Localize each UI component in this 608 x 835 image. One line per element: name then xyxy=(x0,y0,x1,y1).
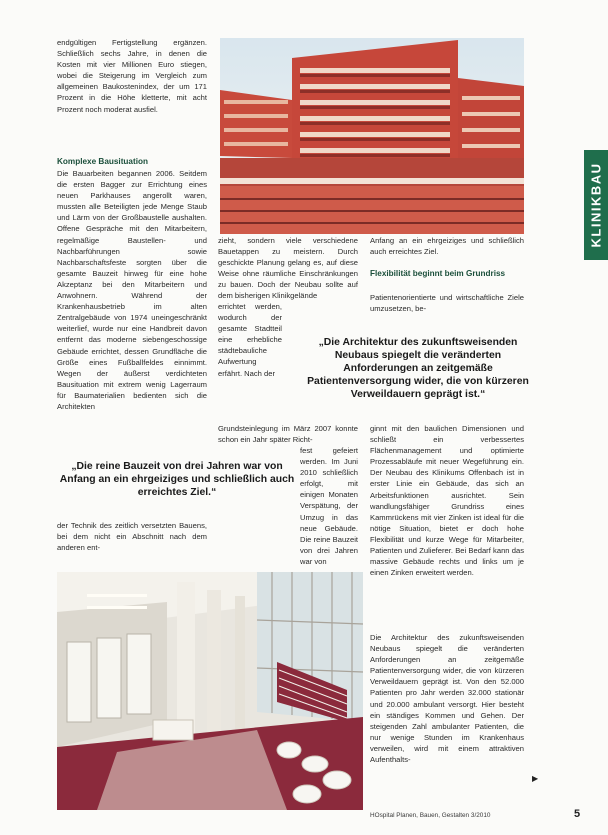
continue-arrow-icon: ▶ xyxy=(532,774,539,783)
footer-publication xyxy=(370,812,490,819)
interior-lobby-photo xyxy=(57,572,363,810)
column-2-body-d xyxy=(300,445,358,567)
body-paragraph: Grundsteinlegung im März 2007 konnte schon ein Jahr später Richt- xyxy=(218,424,358,445)
body-paragraph: Patientenorientierte und wirtschaftliche Ziele umzusetzen, be- xyxy=(370,293,524,314)
footer-text: HOspital Planen, Bauen, Gestalten 3/2010 xyxy=(370,812,491,819)
body-paragraph: errichtet werden, wodurch der gesamte Stadtteil eine erhebliche städtebauliche Aufwertung erfährt. Nach der xyxy=(218,302,282,378)
body-paragraph: Die Architektur des zukunftsweisenden Neubaus spiegelt die veränderten Anforderungen an zeitgemäße Patientenversorgung wider, die von kürzeren Verweildauern geprägt ist. Von den 52.000 Patienten pro Jahr werden 32.000 stationär und 20.000 ambulant versorgt. Hier besteht ein ständiges Kommen und Gehen. Der steigenden Zahl ambulanter Patienten, die nur wenige Stunden im Krankenhaus verweilen, wird mit einem attraktiven Aufenthalts- xyxy=(370,633,524,765)
section-heading: Komplexe Bausituation xyxy=(57,157,148,166)
building-exterior-photo xyxy=(220,38,524,234)
pull-quote-bauzeit xyxy=(58,460,296,499)
column-3-mid xyxy=(370,423,524,578)
body-paragraph: Die Bauarbeiten begannen 2006. Seitdem die ersten Bagger zur Errichtung eines neuen Parkhauses angerollt waren, mussten alle Beteiligten jede Menge Staub und Lärm von der Großbaustelle aushalten. Offene Gespräche mit den Mitarbeitern, regelmäßige Baustellen- und Nachbarführungen sowie Nachbarschaftsfeste sorgten über die gesamte Bauzeit hinweg für eine hohe Akzeptanz bei den Mitarbeitern und Anwohnern. Während der Krankenhausbetrieb im alten Zentralgebäude von 1974 uneingeschränkt weiterlief, wurde nur eine Handbreit davon entfernt das moderne siebengeschossige Gebäude errichtet, dessen Grundfläche die Größe eines Fußballfeldes einnimmt. Wegen der äußerst verdichteten Bausituation mit extrem wenig Lagerraum für Baumaterialien bedienten sich die Architekten xyxy=(57,169,207,411)
column-3-tail xyxy=(370,632,524,765)
section-tab xyxy=(584,150,608,260)
pull-quote-text: „Die Architektur des zukunftsweisenden Neubaus spiegelt die veränderten Anforderungen an zeitgemäße Patientenversorgung wider, die von kürzeren Verweildauern geprägt ist.“ xyxy=(307,337,529,400)
section-heading-flexibilitaet xyxy=(370,268,524,279)
column-3-body xyxy=(370,292,524,314)
body-paragraph: fest gefeiert werden. Im Juni 2010 schließlich erfolgt, mit einigen Monaten Verspätung, der Umzug in das neue Gebäude. Die reine Bauzeit von drei Jahren war von xyxy=(300,446,358,566)
column-2-body-c xyxy=(218,423,358,445)
column-1-body xyxy=(57,168,207,412)
column-1-intro xyxy=(57,37,207,115)
page-number: 5 xyxy=(574,808,581,820)
section-heading-komplexe xyxy=(57,156,207,167)
column-2-body-a xyxy=(218,235,358,302)
column-2-body-b xyxy=(218,301,282,379)
intro-paragraph: endgültigen Fertigstellung ergänzen. Schließlich sechs Jahre, in denen die Kosten mit vier Millionen Euro stiegen, wobei die Steigerung im Vergleich zum allgemeinen Baukostenindex, der um 171 Prozent in die Höhe kletterte, mit acht Prozent noch moderat ausfiel. xyxy=(57,38,207,114)
body-paragraph: ginnt mit den baulichen Dimensionen und schließt ein verbessertes Flächenmanagement und optimierte Prozessabläufe mit neuer Wegeführung ein. Der Neubau des Klinikums Offenbach ist in erster Linie ein Gebäude, das sich an Arbeitsfunktionen ausrichtet. Sein wandlungsfähiger Grundriss eines Kammrückens mit vier Zinken ist ideal für die nötige Situation, bietet er doch hohe Flexibilität und kurze Wege für Mitarbeiter, Patienten und Zulieferer. Bei Bedarf kann das massive Gebäude rechts und links um je einen Zinken erweitert werden. xyxy=(370,424,524,578)
pull-quote-text: „Die reine Bauzeit von drei Jahren war von Anfang an ein ehrgeiziges und schließlich auch erreichtes Ziel.“ xyxy=(59,461,295,498)
section-heading: Flexibilität beginnt beim Grundriss xyxy=(370,269,506,278)
column-3-top xyxy=(370,235,524,257)
pull-quote-architektur xyxy=(300,336,536,401)
column-1-tail xyxy=(57,520,207,553)
body-paragraph: Anfang an ein ehrgeiziges und schließlich auch erreichtes Ziel. xyxy=(370,236,524,257)
section-tab-label: KLINIKBAU xyxy=(588,162,604,248)
body-paragraph: der Technik des zeitlich versetzten Bauens, bei dem nicht ein Abschnitt nach dem anderen ent- xyxy=(57,521,207,553)
body-paragraph: zieht, sondern viele verschiedene Bauetappen zu meistern. Durch geschickte Planung gelang es, auf diese Weise ohne räumliche Einschränkungen zu bauen. Doch der Neubau sollte auf dem bisherigen Klinikgelände xyxy=(218,236,358,301)
